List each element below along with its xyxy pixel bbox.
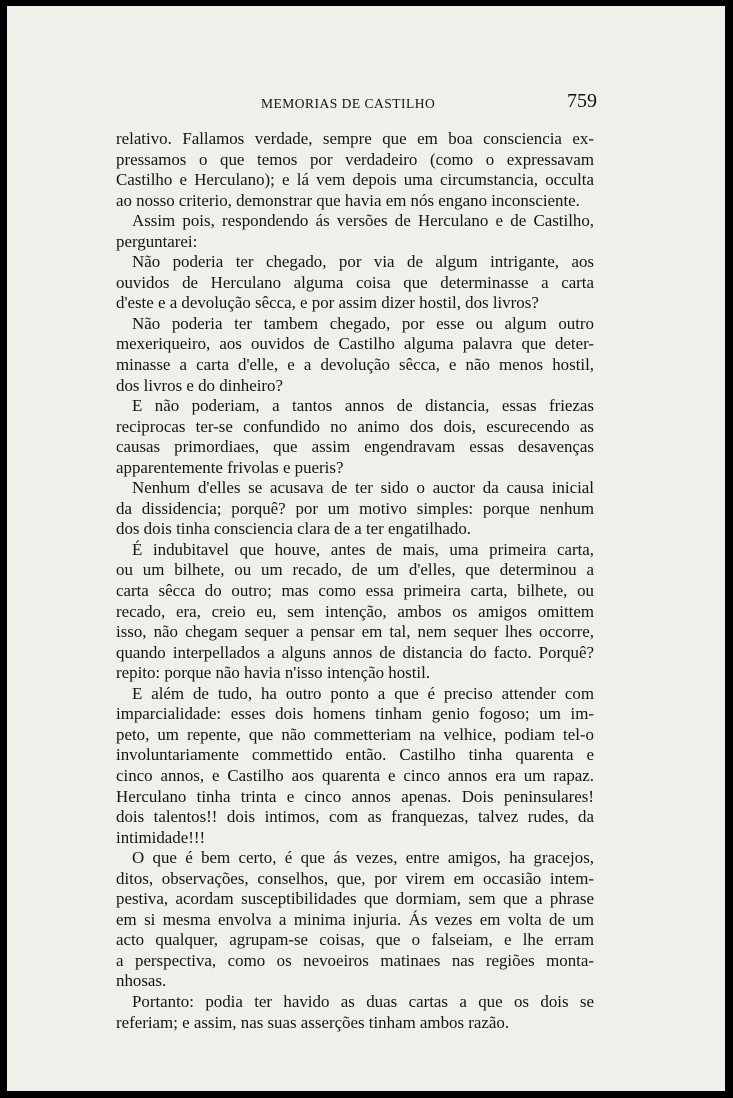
text-line: quando interpellados a alguns annos de distancia do facto. Porquê? [116,642,594,662]
text-line: cinco annos, e Castilho aos quarenta e cinco annos era um rapaz. [116,765,594,785]
text-line: minasse a carta d'elle, e a devolução sêcca, e não menos hostil, [116,355,594,375]
text-line: dos dois tinha consciencia clara de a ter engatilhado. [116,519,472,539]
text-line: ao nosso criterio, demonstrar que havia em nós engano inconsciente. [116,190,580,210]
text-line: Não poderia ter chegado, por via de algum intrigante, aos [132,252,594,272]
text-line: Não poderia ter tambem chegado, por esse ou algum outro [132,313,594,333]
running-title: MEMORIAS DE CASTILHO [261,96,436,111]
text-line: involuntariamente commettido então. Castilho tinha quarenta e [116,745,594,765]
text-line: E além de tudo, ha outro ponto a que é preciso attender com [132,683,594,703]
text-line: intimidade!!! [116,827,206,847]
text-line: carta sêcca do outro; mas como essa primeira carta, bilhete, ou [116,581,594,601]
text-line: ditos, observações, conselhos, que, por virem em occasião intem- [116,868,594,888]
text-line: repito: porque não havia n'isso intenção hostil. [116,663,431,683]
text-line: acto qualquer, agrupam-se coisas, que o falseiam, e lhe erram [116,930,594,950]
text-line: É indubitavel que houve, antes de mais, uma primeira carta, [132,539,594,559]
text-line: peto, um repente, que não commetteriam na velhice, podiam tel-o [116,724,594,744]
text-line: causas primordiaes, que assim engendravam essas desavenças [116,437,594,457]
text-line: perguntarei: [116,231,198,251]
text-line: reciprocas ter-se confundido no animo dos dois, escurecendo as [116,416,594,436]
text-line: recado, era, creio eu, sem intenção, ambos os amigos omittem [116,601,594,621]
text-line: ou um bilhete, ou um recado, de um d'elles, que determinou a [116,560,594,580]
text-line: Castilho e Herculano); e lá vem depois uma circumstancia, occulta [116,170,594,190]
text-line: mexeriqueiro, aos ouvidos de Castilho alguma palavra que deter- [116,334,594,354]
text-line: referiam; e assim, nas suas asserções tinham ambos razão. [116,1012,510,1032]
text-line: O que é bem certo, é que ás vezes, entre amigos, ha gracejos, [132,848,594,868]
book-page [7,6,725,1091]
text-line: ouvidos de Herculano alguma coisa que determinasse a carta [116,272,594,292]
text-line: a perspectiva, como os nevoeiros matinaes nas regiões monta- [116,950,594,970]
text-line: Portanto: podia ter havido as duas cartas a que os dois se [132,991,594,1011]
text-line: relativo. Fallamos verdade, sempre que em boa consciencia ex- [116,129,594,148]
text-line: E não poderiam, a tantos annos de distancia, essas friezas [132,396,594,416]
text-line: apparentemente frivolas e pueris? [116,457,344,477]
text-line: imparcialidade: esses dois homens tinham genio fogoso; um im- [116,704,594,724]
text-line: em si mesma envolva a minima injuria. Ás vezes em volta de um [116,909,594,929]
page-header [7,90,725,120]
text-line: Assim pois, respondendo ás versões de Herculano e de Castilho, [132,211,594,231]
text-line: Herculano tinha trinta e cinco annos apenas. Dois peninsulares! [116,786,594,806]
text-line: dois talentos!! dois intimos, com as franquezas, talvez rudes, da [116,807,594,827]
text-line: pressamos o que temos por verdadeiro (como o expressavam [116,149,594,169]
body-text [116,129,594,1033]
text-line: d'este e a devolução sêcca, e por assim dizer hostil, dos livros? [116,293,539,313]
text-line: nhosas. [116,971,167,991]
text-line: pestiva, acordam susceptibilidades que dormiam, sem que a phrase [116,889,594,909]
text-line: isso, não chegam sequer a pensar em tal, nem sequer lhes occorre, [116,622,594,642]
page-number: 759 [567,90,597,112]
text-line: da dissidencia; porquê? por um motivo simples: porque nenhum [116,498,594,518]
text-line: dos livros e do dinheiro? [116,375,284,395]
text-line: Nenhum d'elles se acusava de ter sido o auctor da causa inicial [132,478,594,498]
